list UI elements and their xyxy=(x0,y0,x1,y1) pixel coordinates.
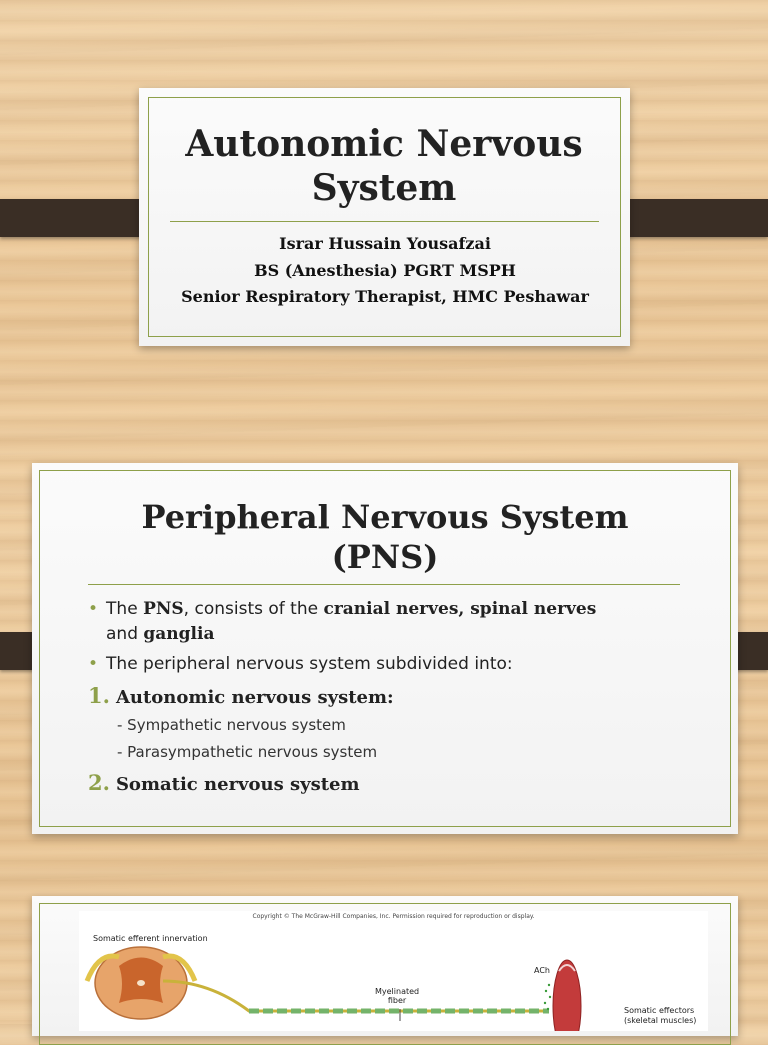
bullet1-bold-pns: PNS xyxy=(143,599,184,619)
bullet1-bold-nerves: cranial nerves, spinal nerves xyxy=(323,599,597,619)
slide2-title-line1: Peripheral Nervous System xyxy=(141,498,629,536)
axon-line xyxy=(163,981,549,1011)
list-item-somatic xyxy=(88,770,360,795)
figure-copyright: Copyright © The McGraw-Hill Companies, Inc. Permission required for reproduction or display. xyxy=(252,913,535,920)
figure-label-innervation: Somatic efferent innervation xyxy=(93,934,208,943)
list-label-autonomic: Autonomic nervous system: xyxy=(115,687,394,708)
figure-label-myelinated-2: fiber xyxy=(387,996,407,1005)
list-number-2: 2. xyxy=(88,770,110,795)
list-label-somatic: Somatic nervous system xyxy=(115,774,360,795)
bullet1-text2: , consists of the xyxy=(183,599,324,619)
somatic-diagram-graphic xyxy=(79,911,708,1031)
bullet-dot: • xyxy=(88,654,99,674)
figure-label-myelinated-1: Myelinated xyxy=(375,987,420,996)
sub-item-sympathetic: - Sympathetic nervous system xyxy=(117,716,346,734)
bullet-dot: • xyxy=(88,599,99,619)
bullet1-text3: and xyxy=(106,624,144,644)
list-number-1: 1. xyxy=(88,683,110,708)
list-item-autonomic xyxy=(88,683,394,708)
author-name: Israr Hussain Yousafzai xyxy=(279,234,491,253)
figure-label-effectors-2: (skeletal muscles) xyxy=(624,1016,697,1025)
slide1-title xyxy=(0,122,768,210)
slide1-title-line1: Autonomic Nervous xyxy=(185,123,583,165)
bullet-pns-definition xyxy=(88,597,688,647)
figure-label-effectors-1: Somatic effectors xyxy=(624,1006,695,1015)
bullet-subdivision xyxy=(88,652,688,677)
bullet1-bold-ganglia: ganglia xyxy=(143,624,215,644)
slide2-title xyxy=(32,497,738,577)
sub-item-parasympathetic: - Parasympathetic nervous system xyxy=(117,743,378,761)
author-degree: BS (Anesthesia) PGRT MSPH xyxy=(254,261,516,280)
slide2-divider xyxy=(88,584,680,585)
figure-label-ach: ACh xyxy=(534,966,550,975)
bullet1-text1: The xyxy=(106,599,144,619)
slide2-title-line2: (PNS) xyxy=(331,538,439,576)
somatic-innervation-figure xyxy=(79,911,708,1031)
slide1-title-line2: System xyxy=(311,167,457,209)
skeletal-muscle-icon xyxy=(553,960,581,1031)
bullet2-text: The peripheral nervous system subdivided into: xyxy=(106,654,513,674)
slide1-divider xyxy=(170,221,599,222)
author-position: Senior Respiratory Therapist, HMC Peshawar xyxy=(181,287,589,306)
